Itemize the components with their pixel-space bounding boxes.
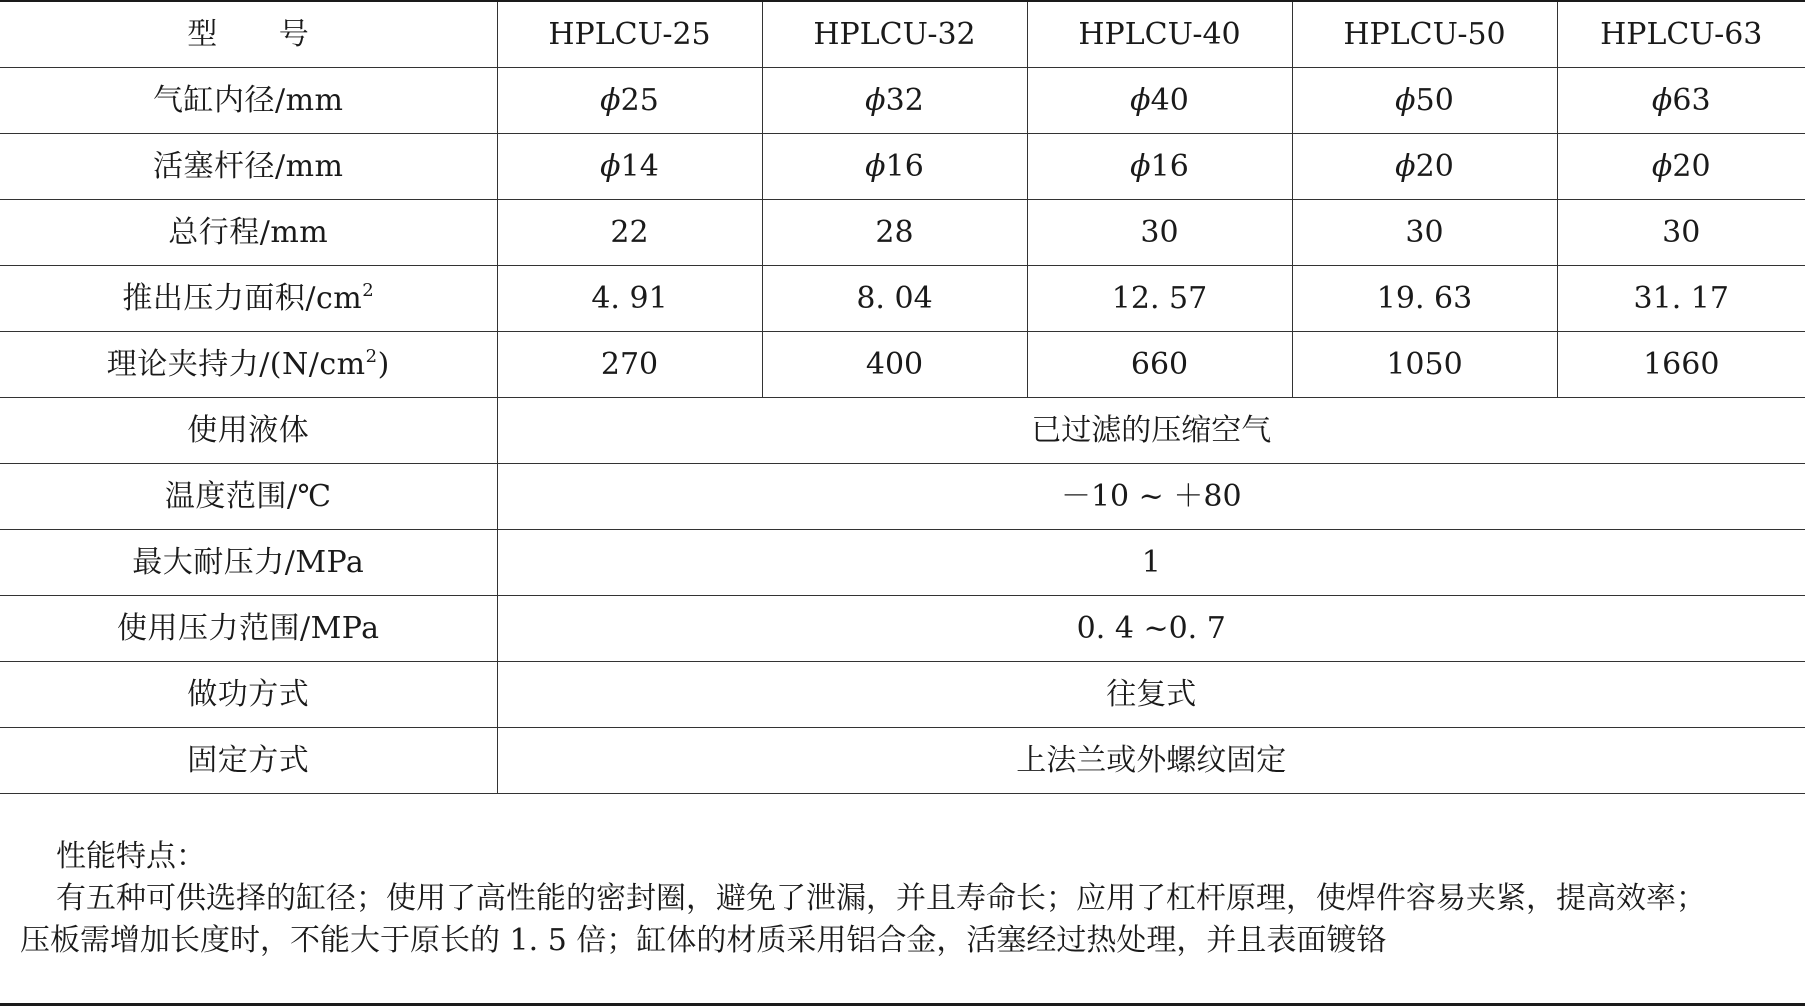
table-row — [0, 266, 1805, 332]
phi-symbol: ϕ — [865, 82, 886, 118]
table-row — [0, 332, 1805, 398]
table-cell: 400 — [762, 332, 1027, 398]
table-cell: ϕ20 — [1292, 134, 1557, 200]
table-cell: 22 — [497, 200, 762, 266]
row-label: 最大耐压力/MPa — [0, 530, 497, 596]
phi-symbol: ϕ — [1651, 148, 1673, 184]
row-label: 气缸内径/mm — [0, 68, 497, 134]
table-header-row — [0, 2, 1805, 68]
spec-table — [0, 2, 1805, 794]
row-label: 做功方式 — [0, 662, 497, 728]
phi-symbol: ϕ — [600, 82, 621, 118]
table-row — [0, 662, 1805, 728]
row-label: 总行程/mm — [0, 200, 497, 266]
table-cell: 30 — [1557, 200, 1805, 266]
table-cell: ϕ16 — [1027, 134, 1292, 200]
merged-cell: 0. 4 ~0. 7 — [497, 596, 1805, 662]
row-label: 温度范围/℃ — [0, 464, 497, 530]
row-label: 固定方式 — [0, 728, 497, 794]
performance-notes — [20, 836, 1790, 962]
model-header: HPLCU-25 — [497, 2, 762, 68]
notes-line: 有五种可供选择的缸径；使用了高性能的密封圈，避免了泄漏，并且寿命长；应用了杠杆原理，使焊件容易夹紧，提高效率； — [56, 881, 1706, 916]
model-header: HPLCU-32 — [762, 2, 1027, 68]
table-cell: ϕ16 — [762, 134, 1027, 200]
table-cell: ϕ25 — [497, 68, 762, 134]
table-row — [0, 134, 1805, 200]
row-label: 使用压力范围/MPa — [0, 596, 497, 662]
table-row — [0, 464, 1805, 530]
table-cell: 4. 91 — [497, 266, 762, 332]
merged-cell: 1 — [497, 530, 1805, 596]
header-label: 型 号 — [0, 2, 497, 68]
phi-symbol: ϕ — [1130, 82, 1151, 118]
phi-symbol: ϕ — [1651, 82, 1673, 118]
table-cell: 31. 17 — [1557, 266, 1805, 332]
merged-cell: 上法兰或外螺纹固定 — [497, 728, 1805, 794]
table-cell: 12. 57 — [1027, 266, 1292, 332]
table-cell: 30 — [1292, 200, 1557, 266]
table-cell: ϕ14 — [497, 134, 762, 200]
table-cell: 28 — [762, 200, 1027, 266]
notes-line: 压板需增加长度时，不能大于原长的 1. 5 倍；缸体的材质采用铝合金，活塞经过热处理，并且表面镀铬 — [20, 923, 1387, 958]
phi-symbol: ϕ — [1395, 148, 1416, 184]
table-row — [0, 728, 1805, 794]
table-row — [0, 200, 1805, 266]
table-cell: 1050 — [1292, 332, 1557, 398]
table-cell: ϕ20 — [1557, 134, 1805, 200]
row-label: 推出压力面积$/cm^2$ — [0, 266, 497, 332]
table-cell: 660 — [1027, 332, 1292, 398]
superscript: 2 — [362, 279, 375, 301]
superscript: 2 — [365, 345, 378, 367]
phi-symbol: ϕ — [1395, 82, 1416, 118]
row-label: 使用液体 — [0, 398, 497, 464]
table-row — [0, 68, 1805, 134]
table-cell: 30 — [1027, 200, 1292, 266]
merged-cell: －10 ~ ＋80 — [497, 464, 1805, 530]
table-cell: 19. 63 — [1292, 266, 1557, 332]
table-cell: ϕ40 — [1027, 68, 1292, 134]
table-cell: 1660 — [1557, 332, 1805, 398]
model-header: HPLCU-40 — [1027, 2, 1292, 68]
merged-cell: 已过滤的压缩空气 — [497, 398, 1805, 464]
table-cell: ϕ32 — [762, 68, 1027, 134]
notes-title: 性能特点： — [56, 839, 206, 874]
row-label: 活塞杆径/mm — [0, 134, 497, 200]
table-cell: ϕ63 — [1557, 68, 1805, 134]
table-row — [0, 398, 1805, 464]
phi-symbol: ϕ — [865, 148, 886, 184]
table-cell: 270 — [497, 332, 762, 398]
table-cell: ϕ50 — [1292, 68, 1557, 134]
phi-symbol: ϕ — [1130, 148, 1151, 184]
model-header: HPLCU-50 — [1292, 2, 1557, 68]
merged-cell: 往复式 — [497, 662, 1805, 728]
row-label: 理论夹持力$/(N/cm^2)$ — [0, 332, 497, 398]
table-row — [0, 596, 1805, 662]
model-header: HPLCU-63 — [1557, 2, 1805, 68]
phi-symbol: ϕ — [600, 148, 621, 184]
table-cell: 8. 04 — [762, 266, 1027, 332]
table-row — [0, 530, 1805, 596]
